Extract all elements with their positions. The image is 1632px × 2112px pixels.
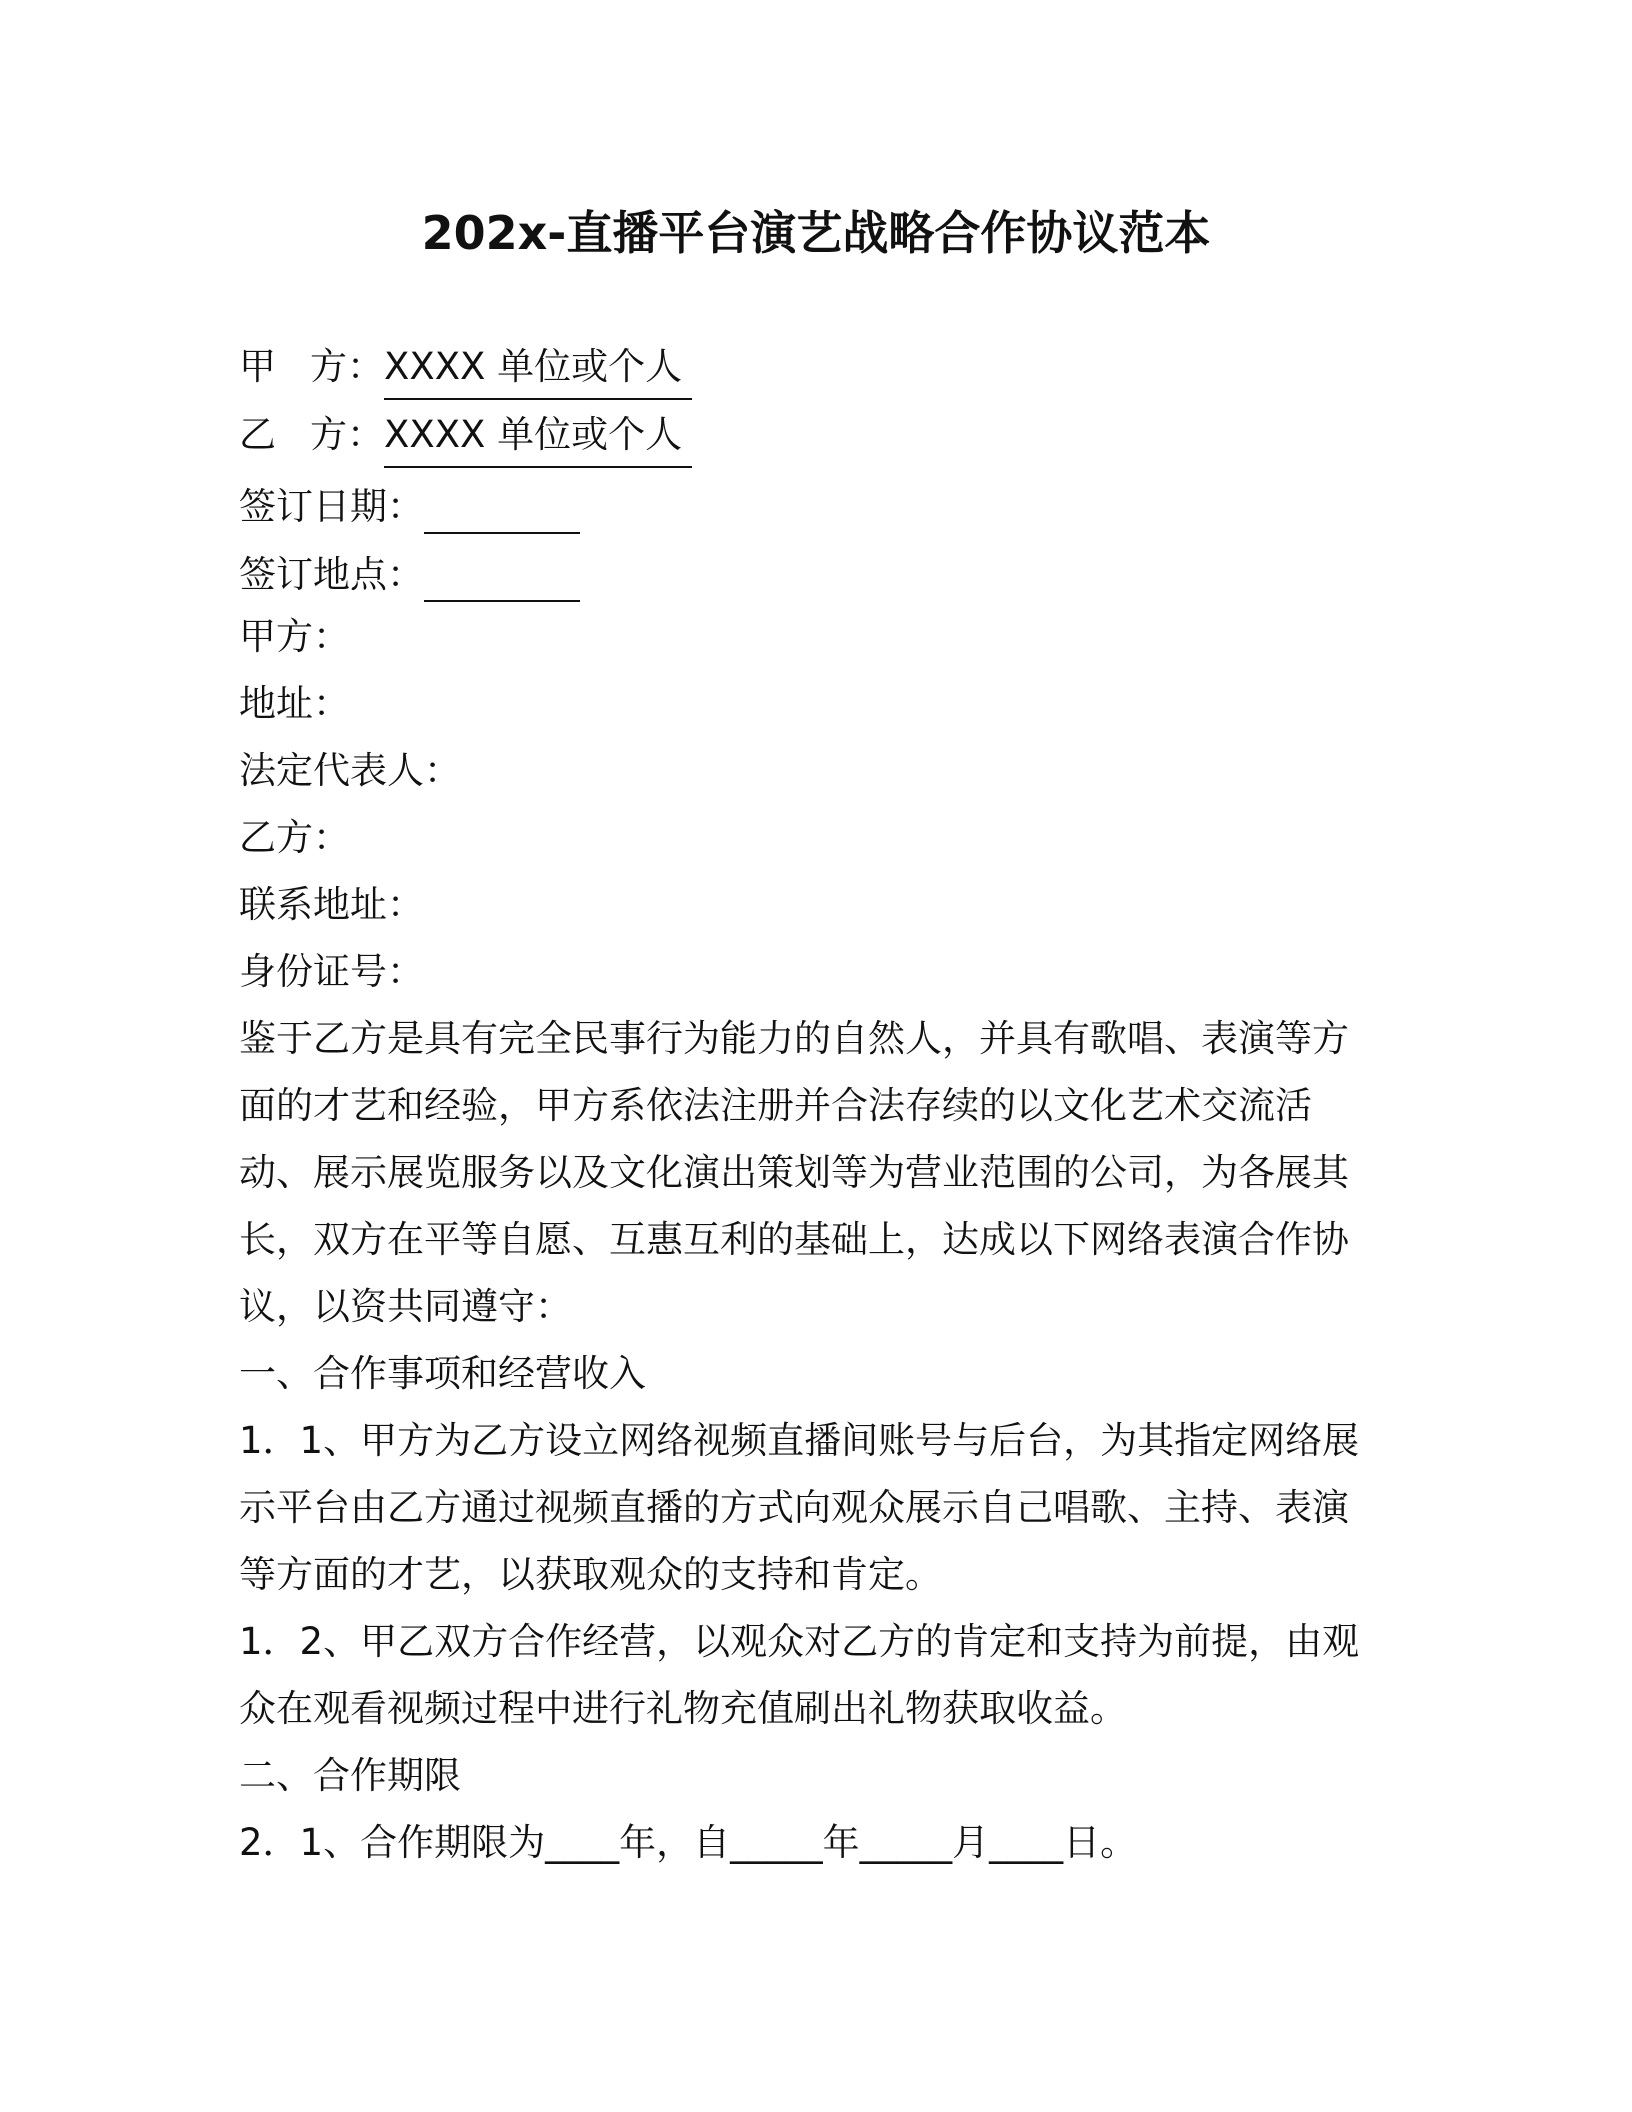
clause-1-2-line: 众在观看视频过程中进行礼物充值刷出礼物获取收益。 xyxy=(239,1687,1127,1730)
party-a-value: XXXX 单位或个人 xyxy=(384,340,692,400)
field-id-number: 身份证号： xyxy=(239,950,424,993)
preamble-line: 议，以资共同遵守： xyxy=(239,1285,572,1328)
preamble-line: 长，双方在平等自愿、互惠互利的基础上，达成以下网络表演合作协 xyxy=(239,1218,1349,1261)
sign-place-row xyxy=(239,548,1399,602)
clause-1-2-line: 1．2、甲乙双方合作经营，以观众对乙方的肯定和支持为前提，由观 xyxy=(239,1620,1360,1663)
field-legal-rep: 法定代表人： xyxy=(239,749,461,792)
preamble-line: 面的才艺和经验，甲方系依法注册并合法存续的以文化艺术交流活 xyxy=(239,1084,1312,1127)
sign-date-row xyxy=(239,480,1399,534)
field-contact-address: 联系地址： xyxy=(239,883,424,926)
party-b-label-2: 方： xyxy=(310,413,384,456)
clause-1-1-line: 示平台由乙方通过视频直播的方式向观众展示自己唱歌、主持、表演 xyxy=(239,1486,1349,1529)
party-b-label-1: 乙 xyxy=(239,413,276,456)
party-a-label-2: 方： xyxy=(310,345,384,388)
clause-2-1: 2．1、合作期限为____年，自_____年_____月____日。 xyxy=(239,1821,1138,1864)
sign-date-blank xyxy=(424,488,580,534)
document-title: 202x-直播平台演艺战略合作协议范本 xyxy=(421,206,1211,260)
party-b-row xyxy=(239,408,1399,468)
section-2-heading: 二、合作期限 xyxy=(239,1754,461,1797)
preamble-line: 动、展示展览服务以及文化演出策划等为营业范围的公司，为各展其 xyxy=(239,1151,1349,1194)
section-1-heading: 一、合作事项和经营收入 xyxy=(239,1352,646,1395)
party-b-value: XXXX 单位或个人 xyxy=(384,408,692,468)
preamble-line: 鉴于乙方是具有完全民事行为能力的自然人，并具有歌唱、表演等方 xyxy=(239,1017,1349,1060)
clause-1-1-line: 等方面的才艺，以获取观众的支持和肯定。 xyxy=(239,1553,942,1596)
field-party-b: 乙方： xyxy=(239,816,350,859)
sign-date-label: 签订日期： xyxy=(239,485,424,528)
field-party-a: 甲方： xyxy=(239,615,350,658)
party-a-row xyxy=(239,340,1399,400)
clause-1-1-line: 1．1、甲方为乙方设立网络视频直播间账号与后台，为其指定网络展 xyxy=(239,1419,1360,1462)
field-address: 地址： xyxy=(239,682,350,725)
sign-place-blank xyxy=(424,556,580,602)
sign-place-label: 签订地点： xyxy=(239,553,424,596)
party-a-label-1: 甲 xyxy=(239,345,276,388)
